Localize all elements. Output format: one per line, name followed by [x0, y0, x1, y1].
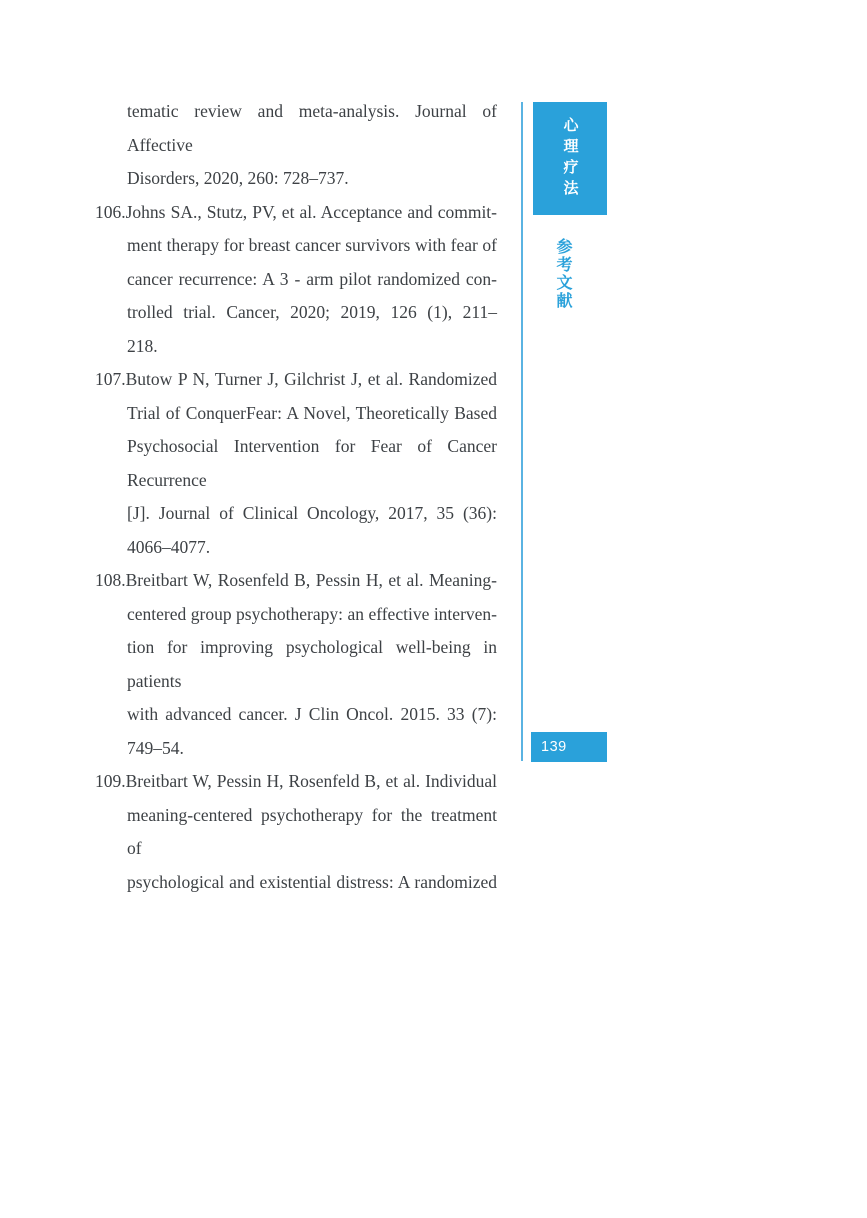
reference-item	[95, 564, 497, 765]
sidebar-rule	[521, 102, 523, 761]
reference-line: cancer recurrence: A 3 - arm pilot randomized con-	[127, 268, 497, 289]
chapter-tab-label: 心理疗法	[561, 116, 579, 201]
reference-line: tematic review and meta-analysis. Journal of Affective	[127, 101, 497, 155]
page-number-badge	[531, 732, 607, 762]
reference-item	[95, 765, 497, 899]
reference-item	[95, 196, 497, 364]
reference-line: [J]. Journal of Clinical Oncology, 2017, 35 (36):	[127, 503, 497, 523]
reference-line: 218.	[127, 335, 158, 356]
reference-line: 749–54.	[127, 737, 184, 758]
reference-line: centered group psychotherapy: an effective interven-	[127, 603, 497, 624]
reference-list	[95, 95, 497, 899]
reference-line: Psychosocial Intervention for Fear of Cancer Recurrence	[127, 436, 497, 490]
reference-line: ment therapy for breast cancer survivors with fear of	[127, 235, 497, 255]
reference-line: 107.Butow P N, Turner J, Gilchrist J, et al. Randomized	[95, 369, 497, 389]
section-label: 参考文献	[554, 238, 571, 310]
reference-line: tion for improving psychological well-being in patients	[127, 637, 497, 691]
page-number: 139	[541, 739, 567, 755]
chapter-tab	[533, 102, 607, 215]
reference-line: 108.Breitbart W, Rosenfeld B, Pessin H, et al. Meaning-	[95, 570, 497, 590]
reference-line: 106.Johns SA., Stutz, PV, et al. Acceptance and commit-	[95, 201, 497, 222]
reference-line: 109.Breitbart W, Pessin H, Rosenfeld B, et al. Individual	[95, 771, 497, 791]
reference-item	[95, 95, 497, 196]
reference-item	[95, 363, 497, 564]
reference-line: 4066–4077.	[127, 536, 211, 557]
reference-line: trolled trial. Cancer, 2020; 2019, 126 (1), 211–	[127, 302, 497, 322]
reference-line: with advanced cancer. J Clin Oncol. 2015. 33 (7):	[127, 704, 497, 724]
reference-line: meaning-centered psychotherapy for the treatment of	[127, 804, 497, 858]
reference-line: psychological and existential distress: A randomized	[127, 871, 497, 892]
reference-line: Trial of ConquerFear: A Novel, Theoretically Based	[127, 402, 497, 423]
reference-line: Disorders, 2020, 260: 728–737.	[127, 168, 349, 188]
